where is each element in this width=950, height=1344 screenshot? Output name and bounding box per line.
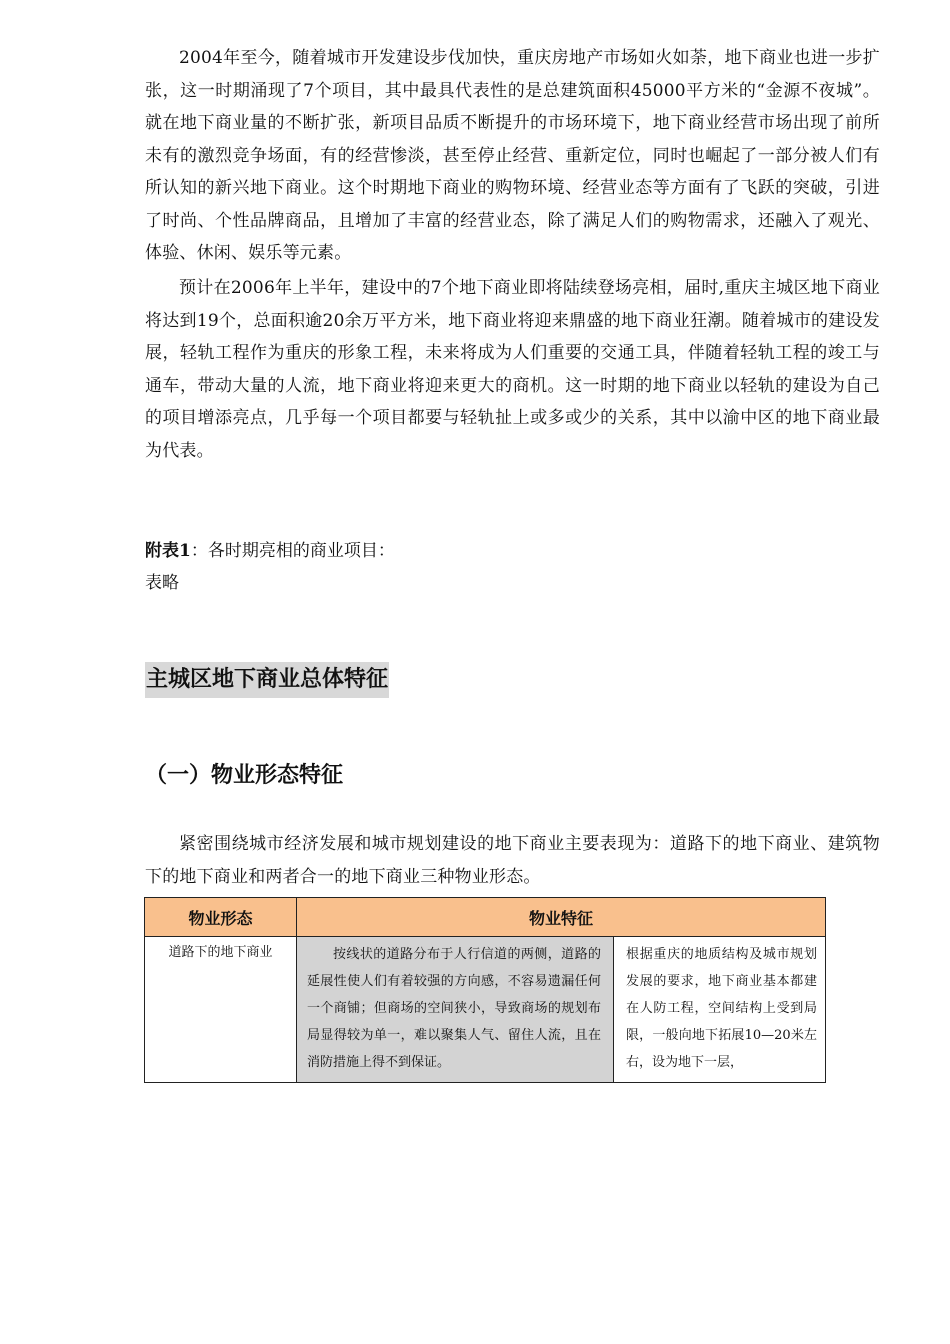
appendix-title-text: ：各时期亮相的商业项目： — [190, 541, 395, 561]
paragraph-2004-expansion: 2004年至今，随着城市开发建设步伐加快，重庆房地产市场如火如荼，地下商业也进一步扩张，这一时期涌现了7个项目，其中最具代表性的是总建筑面积45000平方米的“金源不夜城”。就在地下商业量的不断扩张，新项目品质不断提升的市场环境下，地下商业经营市场出现了前所未有的激烈竞争场面，有的经营惨淡，甚至停止经营、重新定位，同时也崛起了一部分被人们有所认知的新兴地下商业。这个时期地下商业的购物环境、经营业态等方面有了飞跃的突破，引进了时尚、个性品牌商品，且增加了丰富的经营业态，除了满足人们的购物需求，还融入了观光、体验、休闲、娱乐等元素。 — [145, 48, 880, 263]
paragraph-property-forms: 紧密围绕城市经济发展和城市规划建设的地下商业主要表现为：道路下的地下商业、建筑物下的地下商业和两者合一的地下商业三种物业形态。 — [145, 834, 880, 887]
cell-feature-geology: 根据重庆的地质结构及城市规划发展的要求，地下商业基本都建在人防工程，空间结构上受到局限，一般向地下拓展10—20米左右，设为地下一层， — [614, 937, 826, 1083]
appendix-label: 附表1 — [145, 541, 191, 561]
cell-property-type: 道路下的地下商业 — [145, 937, 297, 1083]
table-row — [145, 937, 826, 1083]
cell-feature-road: 按线状的道路分布于人行信道的两侧，道路的延展性使人们有着较强的方向感，不容易遗漏任何一个商铺；但商场的空间狭小，导致商场的规划布局显得较为单一，难以聚集人气、留住人流，且在消防措施上得不到保证。 — [297, 937, 614, 1083]
subsection-heading: （一）物业形态特征 — [145, 763, 344, 788]
paragraph-2006-forecast: 预计在2006年上半年，建设中的7个地下商业即将陆续登场亮相，届时,重庆主城区地下商业将达到19个，总面积逾20余万平方米，地下商业将迎来鼎盛的地下商业狂潮。随着城市的建设发展，轻轨工程作为重庆的形象工程，未来将成为人们重要的交通工具，伴随着轻轨工程的竣工与通车，带动大量的人流，地下商业将迎来更大的商机。这一时期的地下商业以轻轨的建设为自己的项目增添亮点，几乎每一个项目都要与轻轨扯上或多或少的关系，其中以渝中区的地下商业最为代表。 — [145, 278, 880, 461]
header-property-features: 物业特征 — [297, 898, 826, 937]
property-features-table — [144, 897, 826, 1083]
table-header-row — [145, 898, 826, 937]
section-heading: 主城区地下商业总体特征 — [145, 662, 389, 698]
appendix-caption — [145, 535, 395, 567]
header-property-type: 物业形态 — [145, 898, 297, 937]
appendix-note: 表略 — [145, 573, 179, 593]
